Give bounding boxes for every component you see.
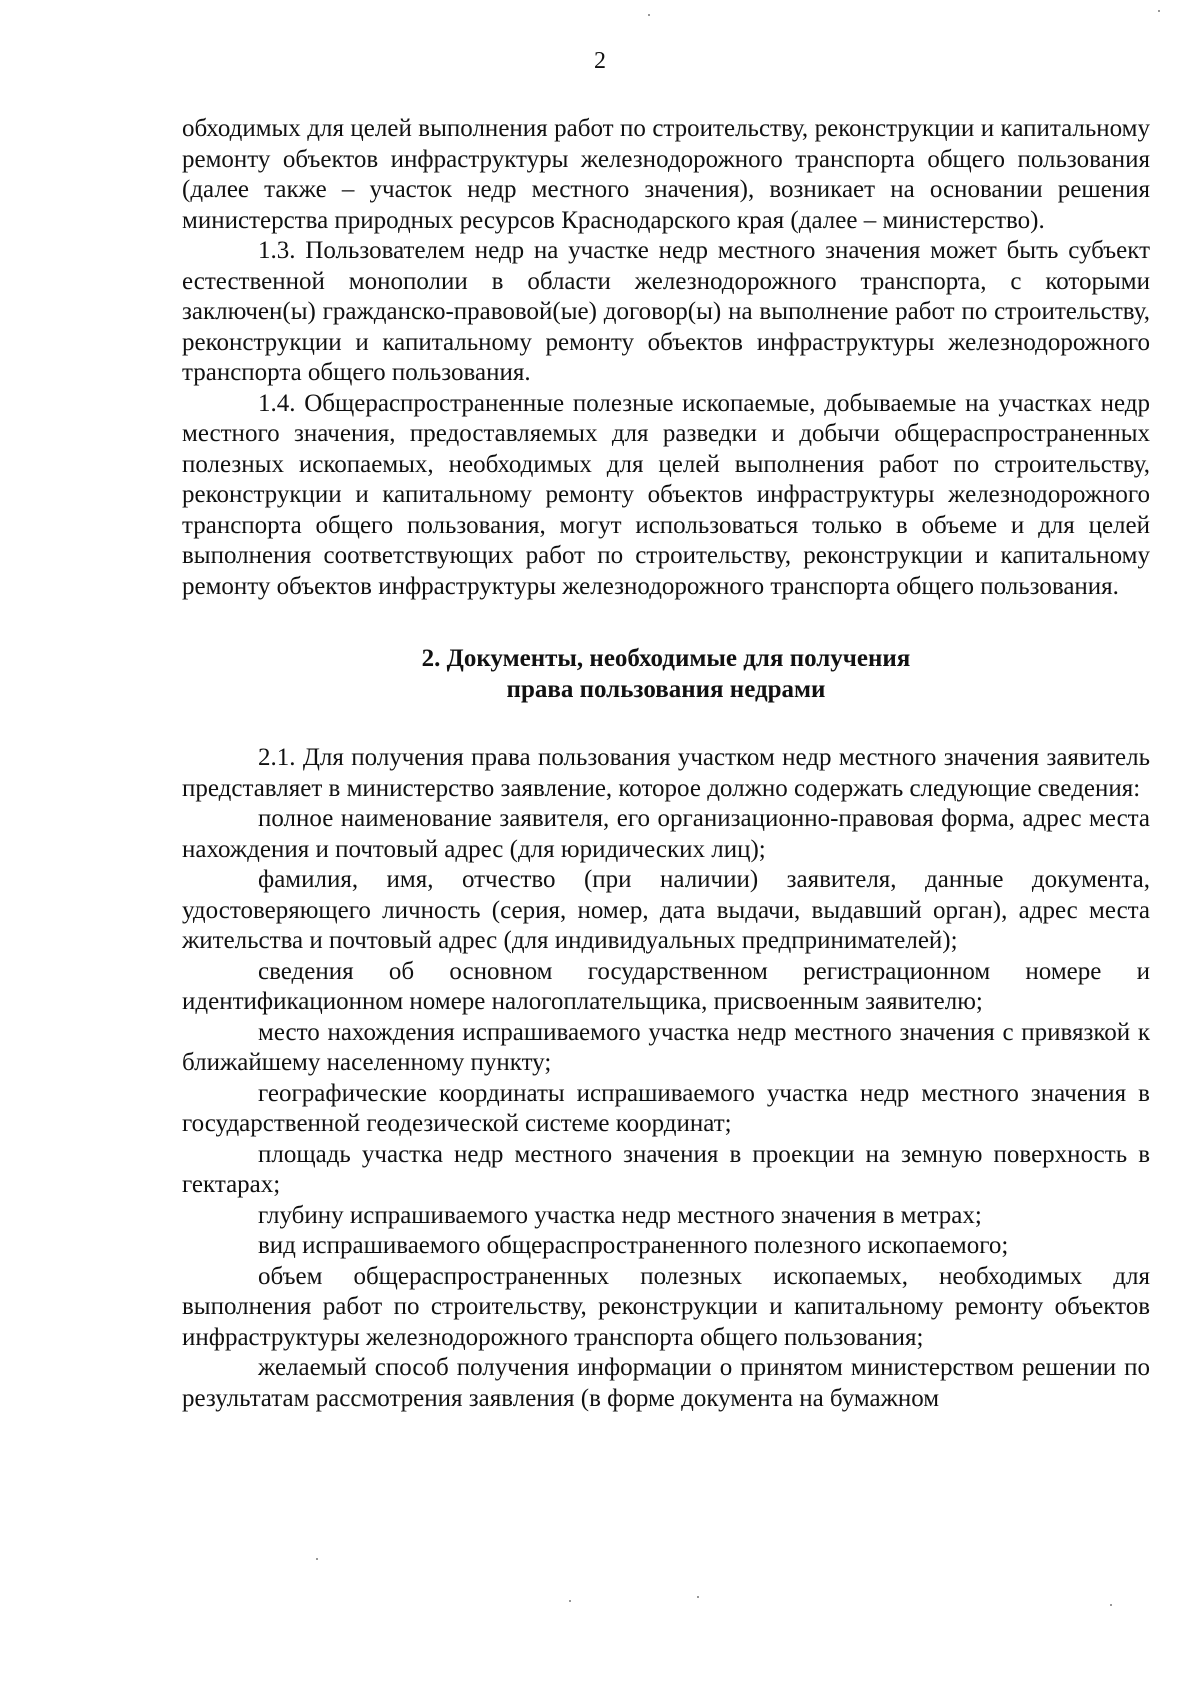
scan-speck xyxy=(1110,1604,1112,1606)
document-body xyxy=(182,114,1150,1414)
list-item-personal-data: фамилия, имя, отчество (при наличии) заявителя, данные документа, удостоверяющего личность (серия, номер, дата выдачи, выдавший орган), адрес места жительства и почтовый адрес (для индивидуальных предпринимателей); xyxy=(182,866,1150,954)
page-number: 2 xyxy=(594,48,606,74)
list-item-volume: объем общераспространенных полезных ископаемых, необходимых для выполнения работ по строительству, реконструкции и капитальному ремонту объектов инфраструктуры железнодорожного транспорта общего пользования; xyxy=(182,1262,1150,1351)
paragraph-1-4: 1.4. Общераспространенные полезные ископаемые, добываемые на участках недр местного значения, предоставляемых для разведки и добычи общераспространенных полезных ископаемых, необходимых для целей выполнения работ по строительству, реконструкции и капитальному ремонту объектов инфраструктуры железнодорожного транспорта общего пользования, могут использоваться только в объеме и для целей выполнения соответствующих работ по строительству, реконструкции и капитальному ремонту объектов инфраструктуры железнодорожного транспорта общего пользования. xyxy=(182,389,1150,600)
paragraph-1-3: 1.3. Пользователем недр на участке недр местного значения может быть субъект естественной монополии в области железнодорожного транспорта, с которыми заключен(ы) гражданско-правовой(ые) договор(ы) на выполнение работ по строительству, реконструкции и капитальному ремонту объектов инфраструктуры железнодорожного транспорта общего пользования. xyxy=(182,237,1150,386)
scan-speck xyxy=(316,1558,318,1560)
paragraph-2-1: 2.1. Для получения права пользования участком недр местного значения заявитель представляет в министерство заявление, которое должно содержать следующие сведения: xyxy=(182,744,1150,802)
scan-speck xyxy=(648,14,650,16)
list-item-coordinates: географические координаты испрашиваемого участка недр местного значения в государственной геодезической системе координат; xyxy=(182,1079,1150,1137)
section-heading xyxy=(182,644,1150,705)
list-item-registration-numbers: сведения об основном государственном регистрационном номере и идентификационном номере налогоплательщика, присвоенным заявителю; xyxy=(182,957,1150,1015)
section-heading-line-1: 2. Документы, необходимые для получения xyxy=(421,645,911,672)
paragraph-continuation: обходимых для целей выполнения работ по строительству, реконструкции и капитальному ремонту объектов инфраструктуры железнодорожного транспорта общего пользования (далее также – участок недр местного значения), возникает на основании решения министерства природных ресурсов Краснодарского края (далее – министерство). xyxy=(182,115,1150,234)
list-item-location: место нахождения испрашиваемого участка недр местного значения с привязкой к ближайшему населенному пункту; xyxy=(182,1018,1150,1076)
list-item-area: площадь участка недр местного значения в проекции на земную поверхность в гектарах; xyxy=(182,1140,1150,1198)
list-item-notification-method: желаемый способ получения информации о принятом министерством решении по результатам рассмотрения заявления (в форме документа на бумажном xyxy=(182,1354,1150,1412)
list-item-mineral-type: вид испрашиваемого общераспространенного полезного ископаемого; xyxy=(258,1232,1009,1259)
scan-speck xyxy=(569,1600,571,1602)
section-heading-line-2: права пользования недрами xyxy=(506,675,826,703)
list-item-depth: глубину испрашиваемого участка недр местного значения в метрах; xyxy=(258,1201,982,1229)
scan-speck xyxy=(697,1596,699,1598)
scan-speck xyxy=(1158,10,1160,12)
list-item-full-name: полное наименование заявителя, его организационно-правовая форма, адрес места нахождения и почтовый адрес (для юридических лиц); xyxy=(182,805,1150,863)
